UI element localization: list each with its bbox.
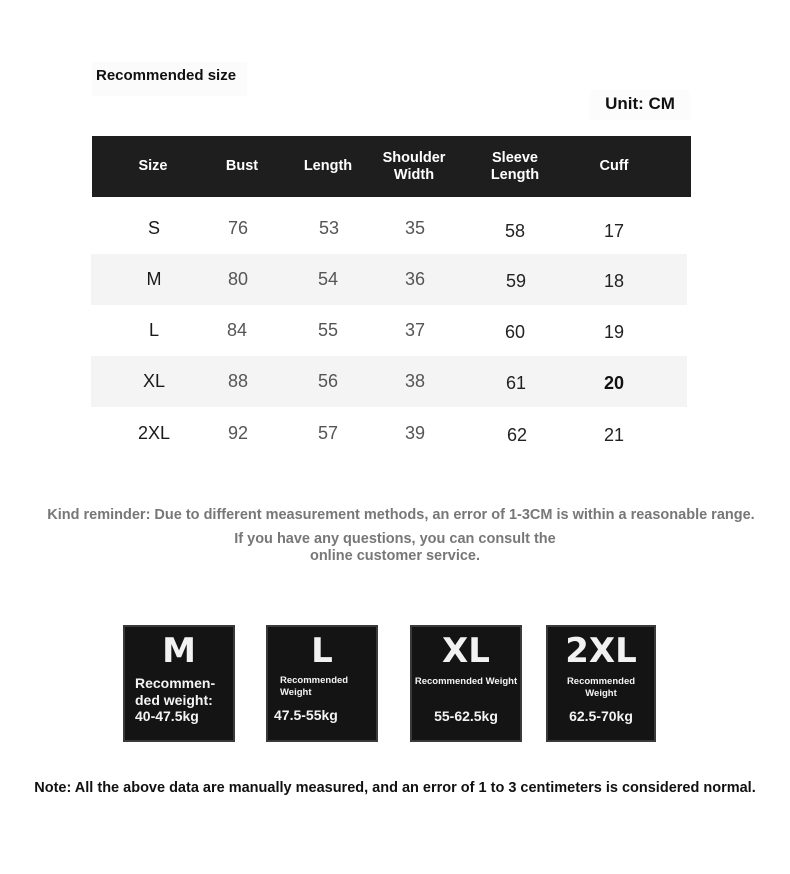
cell-bust: 84: [226, 320, 248, 340]
cell-size: S: [147, 218, 160, 238]
header-sleeve-length: Sleeve Length: [490, 149, 540, 183]
cell-length: 53: [318, 218, 340, 238]
cell-cuff: 17: [603, 221, 625, 241]
header-length: Length: [303, 158, 353, 174]
weight-card-m: [123, 625, 235, 742]
table-row: [91, 305, 687, 356]
measurement-note: Note: All the above data are manually measured, and an error of 1 to 3 centimeters is considered normal.: [34, 780, 756, 796]
card-weight-range: 62.5-70kg: [569, 708, 633, 724]
cell-size: M: [146, 269, 162, 289]
cell-size: XL: [142, 371, 166, 391]
card-size-label: 2XL: [565, 631, 637, 671]
cell-shoulder-width: 37: [404, 320, 426, 340]
card-weight-range: 47.5-55kg: [274, 707, 338, 723]
cell-shoulder-width: 39: [404, 423, 426, 443]
cell-cuff: 21: [603, 425, 625, 445]
header-shoulder-width: Shoulder Width: [382, 149, 446, 183]
cell-bust: 92: [227, 423, 249, 443]
cell-bust: 88: [227, 371, 249, 391]
cell-cuff: 18: [603, 271, 625, 291]
cell-sleeve-length: 59: [505, 271, 527, 291]
cell-cuff: 19: [603, 322, 625, 342]
cell-length: 54: [317, 269, 339, 289]
table-row: [91, 254, 687, 305]
cell-sleeve-length: 58: [504, 221, 526, 241]
card-weight-label: Recommen-ded weight:: [135, 675, 216, 708]
reminder-text: Kind reminder: Due to different measurement methods, an error of 1-3CM is within a reasonable range.: [47, 507, 755, 523]
cell-shoulder-width: 36: [404, 269, 426, 289]
cell-sleeve-length: 60: [504, 322, 526, 342]
unit-label: Unit: CM: [590, 90, 690, 120]
weight-card-l: [266, 625, 378, 742]
card-weight-label: Recommended Weight: [414, 676, 518, 687]
cell-length: 56: [317, 371, 339, 391]
header-size: Size: [138, 158, 168, 174]
card-size-label: XL: [442, 631, 490, 671]
table-row: [91, 203, 687, 254]
cell-sleeve-length: 62: [506, 424, 528, 445]
size-chart-title: Recommended size: [92, 62, 247, 96]
table-row: [91, 408, 687, 459]
cell-size: 2XL: [137, 423, 171, 443]
cell-shoulder-width: 38: [404, 371, 426, 391]
table-header: [92, 136, 691, 197]
header-cuff: Cuff: [599, 158, 629, 174]
card-size-label: L: [311, 631, 333, 671]
cell-bust: 80: [227, 269, 249, 289]
card-weight-label: Recommended Weight: [566, 676, 636, 699]
card-size-label: M: [162, 631, 196, 671]
consult-line-1: If you have any questions, you can consult the: [234, 531, 556, 547]
header-bust: Bust: [225, 158, 259, 174]
card-weight-label: Recommended Weight: [280, 675, 349, 698]
cell-length: 55: [317, 320, 339, 340]
cell-shoulder-width: 35: [404, 218, 426, 238]
weight-card-2xl: [546, 625, 656, 742]
cell-length: 57: [317, 423, 339, 443]
cell-size: L: [148, 320, 159, 340]
consult-text: [0, 531, 790, 565]
table-row: [91, 356, 687, 407]
cell-sleeve-length: 61: [505, 372, 527, 393]
cell-bust: 76: [227, 218, 249, 238]
consult-line-2: online customer service.: [309, 548, 481, 564]
weight-card-xl: [410, 625, 522, 742]
card-weight-range: 40-47.5kg: [135, 708, 199, 724]
cell-cuff: 20: [603, 373, 625, 393]
card-weight-range: 55-62.5kg: [434, 708, 498, 724]
